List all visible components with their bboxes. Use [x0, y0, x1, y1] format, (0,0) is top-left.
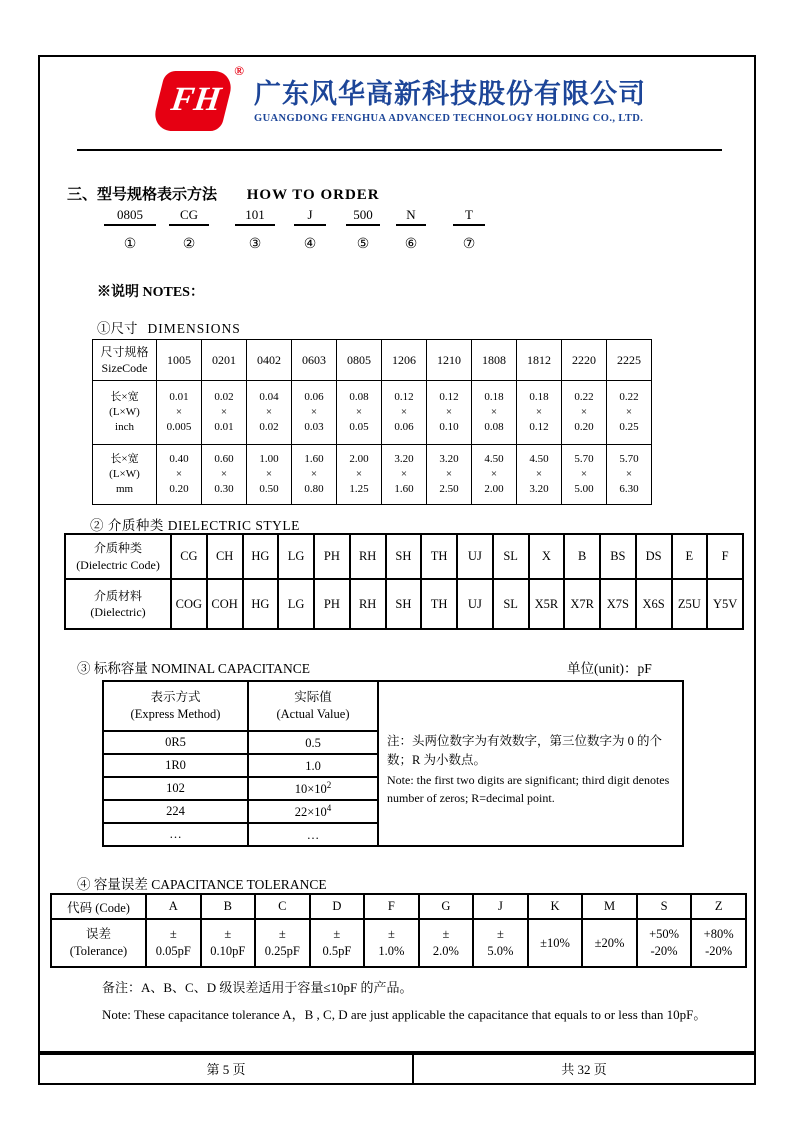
section-title-dielectric: ② 介质种类 DIELECTRIC STYLE [90, 518, 300, 533]
section-title-dimensions [97, 317, 241, 337]
dielectric-material-cell: PH [314, 579, 350, 629]
capacitance-note-en: Note: the first two digits are significant; third digit denotes number of zeros; R=decimal point. [387, 772, 670, 806]
dielectric-material-cell: LG [278, 579, 314, 629]
registered-trademark-icon: ® [234, 63, 244, 78]
dielectric-code-cell: CH [207, 534, 243, 579]
size-code-cell: 0603 [292, 340, 337, 381]
dielectric-material-cell: UJ [457, 579, 493, 629]
tolerance-code-cell: D [310, 894, 365, 919]
dielectric-code-cell: SL [493, 534, 529, 579]
mm-row-label: 长×宽 (L×W) mm [93, 445, 157, 505]
dielectric-material-cell: Y5V [707, 579, 743, 629]
dielectric-material-cell: Z5U [672, 579, 708, 629]
size-code-cell: 0805 [337, 340, 382, 381]
order-code: N [396, 207, 426, 226]
dimension-inch-cell: 0.22 × 0.25 [607, 381, 652, 445]
size-code-cell: 1812 [517, 340, 562, 381]
tolerance-value-cell: ± 1.0% [364, 919, 419, 967]
section-title-how-to-order [67, 183, 380, 204]
express-cell: 102 [103, 777, 248, 800]
order-code-col [453, 207, 485, 253]
tolerance-table [50, 893, 747, 968]
tolerance-value-cell: ± 0.25pF [255, 919, 310, 967]
dielectric-code-row-label: 介质种类 (Dielectric Code) [65, 534, 171, 579]
unit-label: 单位(unit)：pF [567, 661, 652, 676]
dimension-mm-cell: 5.70 × 5.00 [562, 445, 607, 505]
order-index: ② [182, 237, 196, 252]
dimension-inch-cell: 0.12 × 0.06 [382, 381, 427, 445]
footer-page-number: 第 5 页 [40, 1053, 414, 1083]
tolerance-value-cell: ± 5.0% [473, 919, 528, 967]
logo-monogram: FH [168, 81, 224, 118]
dimension-mm-cell: 0.40 × 0.20 [157, 445, 202, 505]
header-divider [77, 149, 722, 151]
order-code-col [396, 207, 426, 253]
dimensions-corner-cell [93, 340, 157, 381]
dielectric-material-cell: COH [207, 579, 243, 629]
express-cell: … [103, 823, 248, 846]
dimension-mm-cell: 4.50 × 3.20 [517, 445, 562, 505]
dielectric-code-cell: X [529, 534, 565, 579]
dimension-inch-cell: 0.02 × 0.01 [202, 381, 247, 445]
dielectric-material-cell: X7R [564, 579, 600, 629]
company-logo [152, 63, 646, 133]
dielectric-code-cell: BS [600, 534, 636, 579]
order-code-col [169, 207, 209, 253]
order-index: ⑦ [462, 237, 476, 252]
order-code: CG [169, 207, 209, 226]
actual-cell: $22\times 10^4$ [248, 800, 378, 823]
notes-heading: ※说明 NOTES： [97, 285, 204, 300]
inch-row-label: 长×宽 (L×W) inch [93, 381, 157, 445]
dielectric-code-cell: UJ [457, 534, 493, 579]
dielectric-material-cell: X5R [529, 579, 565, 629]
dimension-mm-cell: 4.50 × 2.00 [472, 445, 517, 505]
order-code-diagram [40, 207, 754, 287]
order-index: ⑥ [404, 237, 418, 252]
tolerance-code-cell: J [473, 894, 528, 919]
dielectric-code-cell: HG [243, 534, 279, 579]
capacitance-title-text: ③ 标称容量 NOMINAL CAPACITANCE [77, 661, 311, 676]
order-title-en: HOW TO ORDER [246, 187, 380, 203]
capacitance-note-cell [378, 681, 683, 846]
order-code: 0805 [104, 207, 156, 226]
dimensions-title-cn: ①尺寸 [97, 321, 138, 336]
dielectric-code-cell: DS [636, 534, 672, 579]
actual-cell: $10\times 10^2$ [248, 777, 378, 800]
dielectric-table [64, 533, 744, 630]
tolerance-value-cell: ± 0.10pF [201, 919, 256, 967]
size-code-cell: 0201 [202, 340, 247, 381]
dielectric-material-cell: X6S [636, 579, 672, 629]
order-index: ③ [248, 237, 262, 252]
actual-cell: 0.5 [248, 731, 378, 754]
tolerance-corner-cell: 代码 (Code) [51, 894, 146, 919]
tolerance-value-cell: ± 2.0% [419, 919, 474, 967]
dielectric-material-cell: SH [386, 579, 422, 629]
corner-label-en: SizeCode [101, 361, 148, 375]
dielectric-material-cell: SL [493, 579, 529, 629]
order-code-col [294, 207, 326, 253]
dimension-mm-cell: 3.20 × 2.50 [427, 445, 472, 505]
express-method-header: 表示方式 (Express Method) [103, 681, 248, 731]
dielectric-material-cell: HG [243, 579, 279, 629]
size-code-cell: 1808 [472, 340, 517, 381]
dielectric-code-cell: SH [386, 534, 422, 579]
dielectric-code-cell: CG [171, 534, 207, 579]
page-footer [38, 1051, 756, 1085]
corner-label-cn: 尺寸规格 [100, 344, 149, 359]
order-title-cn: 三、型号规格表示方法 [67, 187, 218, 203]
order-code: 101 [235, 207, 275, 226]
dimension-mm-cell: 1.60 × 0.80 [292, 445, 337, 505]
tolerance-value-cell: ±20% [582, 919, 637, 967]
dielectric-material-cell: X7S [600, 579, 636, 629]
dimension-mm-cell: 0.60 × 0.30 [202, 445, 247, 505]
dimension-inch-cell: 0.22 × 0.20 [562, 381, 607, 445]
tolerance-value-cell: ± 0.5pF [310, 919, 365, 967]
dimension-mm-cell: 1.00 × 0.50 [247, 445, 292, 505]
section-title-tolerance: ④ 容量误差 CAPACITANCE TOLERANCE [77, 877, 327, 892]
order-index: ⑤ [356, 237, 370, 252]
tolerance-code-cell: A [146, 894, 201, 919]
dimension-inch-cell: 0.04 × 0.02 [247, 381, 292, 445]
size-code-cell: 2225 [607, 340, 652, 381]
company-name-cn: 广东风华高新科技股份有限公司 [254, 79, 646, 109]
actual-cell: … [248, 823, 378, 846]
company-name-en: GUANGDONG FENGHUA ADVANCED TECHNOLOGY HOLDING CO., LTD. [254, 113, 644, 124]
size-code-cell: 1206 [382, 340, 427, 381]
dimension-inch-cell: 0.08 × 0.05 [337, 381, 382, 445]
dielectric-code-cell: PH [314, 534, 350, 579]
order-index: ① [123, 237, 137, 252]
dimension-inch-cell: 0.06 × 0.03 [292, 381, 337, 445]
capacitance-table [102, 680, 684, 847]
dimensions-title-en: DIMENSIONS [147, 321, 241, 336]
dimension-inch-cell: 0.12 × 0.10 [427, 381, 472, 445]
actual-cell: 1.0 [248, 754, 378, 777]
tolerance-code-cell: F [364, 894, 419, 919]
order-code-col [104, 207, 156, 253]
dielectric-code-cell: B [564, 534, 600, 579]
tolerance-code-cell: M [582, 894, 637, 919]
dimension-mm-cell: 5.70 × 6.30 [607, 445, 652, 505]
dimensions-table [92, 339, 652, 505]
dielectric-material-cell: RH [350, 579, 386, 629]
order-code: T [453, 207, 485, 226]
tolerance-value-cell: +80% -20% [691, 919, 746, 967]
dimension-inch-cell: 0.18 × 0.12 [517, 381, 562, 445]
order-code: J [294, 207, 326, 226]
express-cell: 1R0 [103, 754, 248, 777]
tolerance-code-cell: B [201, 894, 256, 919]
dimension-mm-cell: 3.20 × 1.60 [382, 445, 427, 505]
dielectric-material-cell: TH [421, 579, 457, 629]
dielectric-code-cell: RH [350, 534, 386, 579]
tolerance-value-cell: +50% -20% [637, 919, 692, 967]
dimension-inch-cell: 0.01 × 0.005 [157, 381, 202, 445]
capacitance-note-cn: 注：头两位数字为有效数字，第三位数字为 0 的个数；R 为小数点。 [387, 734, 663, 768]
express-cell: 0R5 [103, 731, 248, 754]
footer-total-pages: 共 32 页 [561, 1061, 607, 1077]
order-code: 500 [346, 207, 380, 226]
order-code-col [235, 207, 275, 253]
remark-en: Note: These capacitance tolerance A，B , C, D are just applicable the capacitance that equals to or less than 10pF。 [102, 1007, 707, 1022]
fenghua-logo-icon [152, 63, 244, 133]
tolerance-row-label: 误差 (Tolerance) [51, 919, 146, 967]
tolerance-code-cell: Z [691, 894, 746, 919]
dimension-mm-cell: 2.00 × 1.25 [337, 445, 382, 505]
dielectric-material-cell: COG [171, 579, 207, 629]
actual-value-header: 实际值 (Actual Value) [248, 681, 378, 731]
tolerance-value-cell: ±10% [528, 919, 583, 967]
dimension-inch-cell: 0.18 × 0.08 [472, 381, 517, 445]
dielectric-code-cell: E [672, 534, 708, 579]
tolerance-code-cell: S [637, 894, 692, 919]
tolerance-value-cell: ± 0.05pF [146, 919, 201, 967]
size-code-cell: 0402 [247, 340, 292, 381]
order-index: ④ [303, 237, 317, 252]
order-code-col [346, 207, 380, 253]
tolerance-code-cell: C [255, 894, 310, 919]
remark-cn: 备注：A、B、C、D 级误差适用于容量≤10pF 的产品。 [102, 980, 413, 995]
size-code-cell: 1210 [427, 340, 472, 381]
dielectric-material-row-label: 介质材料 (Dielectric) [65, 579, 171, 629]
page-border-box [38, 55, 756, 1055]
company-name-block [254, 78, 646, 124]
section-title-capacitance [77, 657, 717, 677]
dielectric-code-cell: TH [421, 534, 457, 579]
express-cell: 224 [103, 800, 248, 823]
size-code-cell: 2220 [562, 340, 607, 381]
dielectric-code-cell: LG [278, 534, 314, 579]
tolerance-code-cell: K [528, 894, 583, 919]
tolerance-code-cell: G [419, 894, 474, 919]
dielectric-code-cell: F [707, 534, 743, 579]
size-code-cell: 1005 [157, 340, 202, 381]
